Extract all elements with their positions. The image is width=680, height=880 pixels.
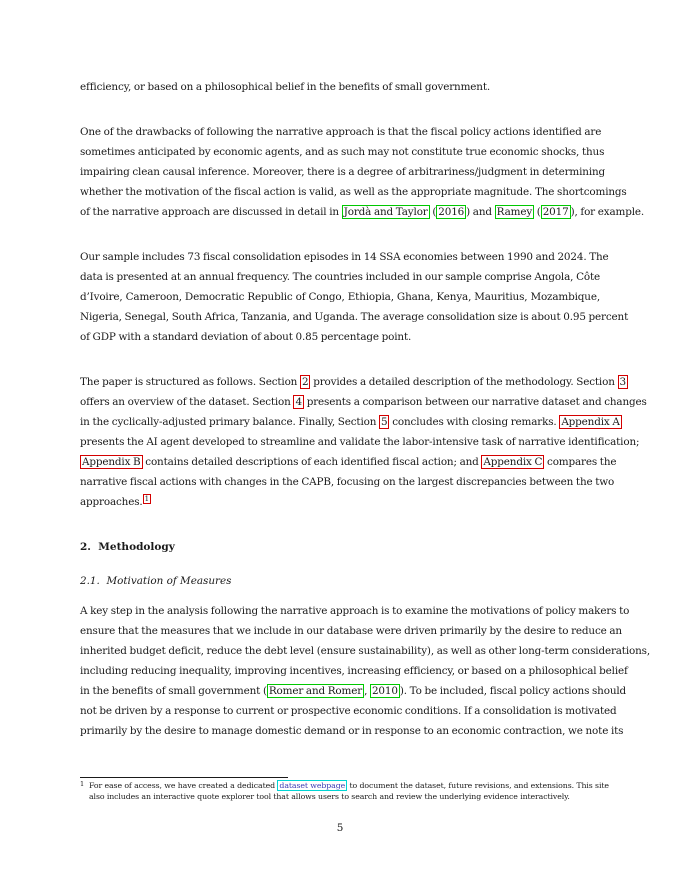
text-fragment: in the cyclically-adjusted primary balance. Finally, Section bbox=[80, 416, 380, 428]
section-heading bbox=[80, 541, 175, 553]
text-line: not be driven by a response to current or prospective economic conditions. If a consolidation is motivated bbox=[80, 705, 617, 717]
text-fragment: offers an overview of the dataset. Section bbox=[80, 396, 294, 408]
footnote-divider bbox=[80, 777, 288, 778]
text-line: including reducing inequality, improving incentives, increasing efficiency, or based on a philosophical belief bbox=[80, 665, 628, 677]
text-fragment: approaches. bbox=[80, 496, 143, 508]
text-line: A key step in the analysis following the narrative approach is to examine the motivations of policy makers to bbox=[80, 605, 630, 617]
section-title: Methodology bbox=[98, 541, 175, 553]
text-fragment: contains detailed descriptions of each identified fiscal action; and bbox=[142, 456, 482, 468]
text-line: presents the AI agent developed to streamline and validate the labor-intensive task of narrative identification; bbox=[80, 436, 640, 448]
text-line: ensure that the measures that we include in our database were driven primarily by the desire to reduce an bbox=[80, 625, 622, 637]
section-number: 2. bbox=[80, 541, 91, 553]
subsection-number: 2.1. bbox=[80, 575, 100, 587]
text-line bbox=[80, 392, 647, 412]
text-line: d’Ivoire, Cameroon, Democratic Republic of Congo, Ethiopia, Ghana, Kenya, Mauritius, Mozambique, bbox=[80, 291, 600, 303]
footnote bbox=[80, 780, 609, 802]
ref-section-5[interactable]: 5 bbox=[381, 416, 388, 428]
citation-jorda-taylor[interactable]: Jordà and Taylor bbox=[343, 206, 428, 218]
text-fragment: compares the bbox=[544, 456, 617, 468]
footnote-text bbox=[89, 780, 609, 802]
text-line bbox=[80, 412, 620, 432]
ref-appendix-c[interactable]: Appendix C bbox=[483, 456, 543, 468]
text-line: of the narrative approach are discussed in detail in Jordà and Taylor ( 2016 ) and Ramey ( 2017 ), for example. bbox=[80, 206, 645, 218]
paragraph-motivation bbox=[80, 601, 650, 741]
footnote-line: also includes an interactive quote explorer tool that allows users to search and review the underlying evidence interactively. bbox=[89, 792, 570, 801]
footnote-line bbox=[89, 780, 609, 791]
text-line: of GDP with a standard deviation of about 0.85 percentage point. bbox=[80, 331, 412, 343]
text-fragment: and bbox=[470, 206, 495, 218]
text-line: primarily by the desire to manage domestic demand or in response to an economic contraction, we note its bbox=[80, 725, 624, 737]
text-fragment: The paper is structured as follows. Section bbox=[80, 376, 300, 388]
citation-year-2010[interactable]: 2010 bbox=[371, 685, 398, 697]
subsection-title: Motivation of Measures bbox=[106, 575, 232, 587]
text-fragment: to document the dataset, future revisions, and extensions. This site bbox=[347, 781, 609, 790]
text-line: Nigeria, Senegal, South Africa, Tanzania, and Uganda. The average consolidation size is about 0.95 percent bbox=[80, 311, 629, 323]
text-line bbox=[80, 452, 617, 472]
dataset-webpage-link[interactable]: dataset webpage bbox=[279, 781, 346, 790]
text-line: One of the drawbacks of following the narrative approach is that the fiscal policy actions identified are bbox=[80, 126, 602, 138]
text-line: impairing clean causal inference. Moreover, there is a degree of arbitrariness/judgment in determining bbox=[80, 166, 606, 178]
text-line: in the benefits of small government ( Romer and Romer , 2010 ). To be included, fiscal policy actions should bbox=[80, 685, 627, 697]
text-line: Our sample includes 73 fiscal consolidation episodes in 14 SSA economies between 1990 and 2024. The bbox=[80, 251, 609, 263]
footnote-ref-1[interactable]: 1 bbox=[144, 495, 149, 503]
ref-appendix-a[interactable]: Appendix A bbox=[561, 416, 620, 428]
text-line bbox=[80, 492, 600, 512]
paragraph-drawbacks bbox=[80, 122, 645, 222]
text-fragment: presents a comparison between our narrative dataset and changes bbox=[303, 396, 647, 408]
text-line bbox=[80, 372, 626, 392]
text-fragment: provides a detailed description of the methodology. Section bbox=[310, 376, 618, 388]
citation-romer-romer[interactable]: Romer and Romer bbox=[268, 685, 363, 697]
text-fragment: For ease of access, we have created a dedicated bbox=[89, 781, 278, 790]
text-line: narrative fiscal actions with changes in the CAPB, focusing on the largest discrepancies between the two bbox=[80, 476, 615, 488]
text-line: data is presented at an annual frequency. The countries included in our sample comprise Angola, Côte bbox=[80, 271, 600, 283]
text-line: sometimes anticipated by economic agents, and as such may not constitute true economic shocks, thus bbox=[80, 146, 605, 158]
subsection-heading bbox=[80, 575, 232, 587]
text-line: inherited budget deficit, reduce the debt level (ensure sustainability), as well as other long-term considerations, bbox=[80, 645, 650, 657]
citation-ramey[interactable]: Ramey bbox=[496, 206, 533, 218]
citation-year-2017[interactable]: 2017 bbox=[542, 206, 569, 218]
ref-section-2[interactable]: 2 bbox=[301, 376, 309, 388]
paragraph-sample bbox=[80, 247, 629, 347]
text-line: efficiency, or based on a philosophical belief in the benefits of small government. bbox=[80, 81, 491, 93]
text-fragment: of the narrative approach are discussed in detail in bbox=[80, 206, 342, 218]
paragraph-intro-tail bbox=[80, 77, 600, 97]
ref-section-4[interactable]: 4 bbox=[295, 396, 302, 408]
citation-year-2016[interactable]: 2016 bbox=[438, 206, 465, 218]
text-fragment: ). To be included, fiscal policy actions should bbox=[399, 685, 627, 697]
ref-section-3[interactable]: 3 bbox=[619, 376, 626, 388]
text-line: whether the motivation of the fiscal action is valid, as well as the appropriate magnitude. The shortcomings bbox=[80, 186, 627, 198]
footnote-number: 1 bbox=[80, 780, 85, 788]
paragraph-structure bbox=[80, 372, 647, 512]
ref-appendix-b[interactable]: Appendix B bbox=[82, 456, 141, 468]
text-fragment: concludes with closing remarks. bbox=[389, 416, 560, 428]
text-fragment: in the benefits of small government ( bbox=[80, 685, 267, 697]
text-fragment: , for example. bbox=[574, 206, 645, 218]
page-number: 5 bbox=[336, 822, 344, 834]
